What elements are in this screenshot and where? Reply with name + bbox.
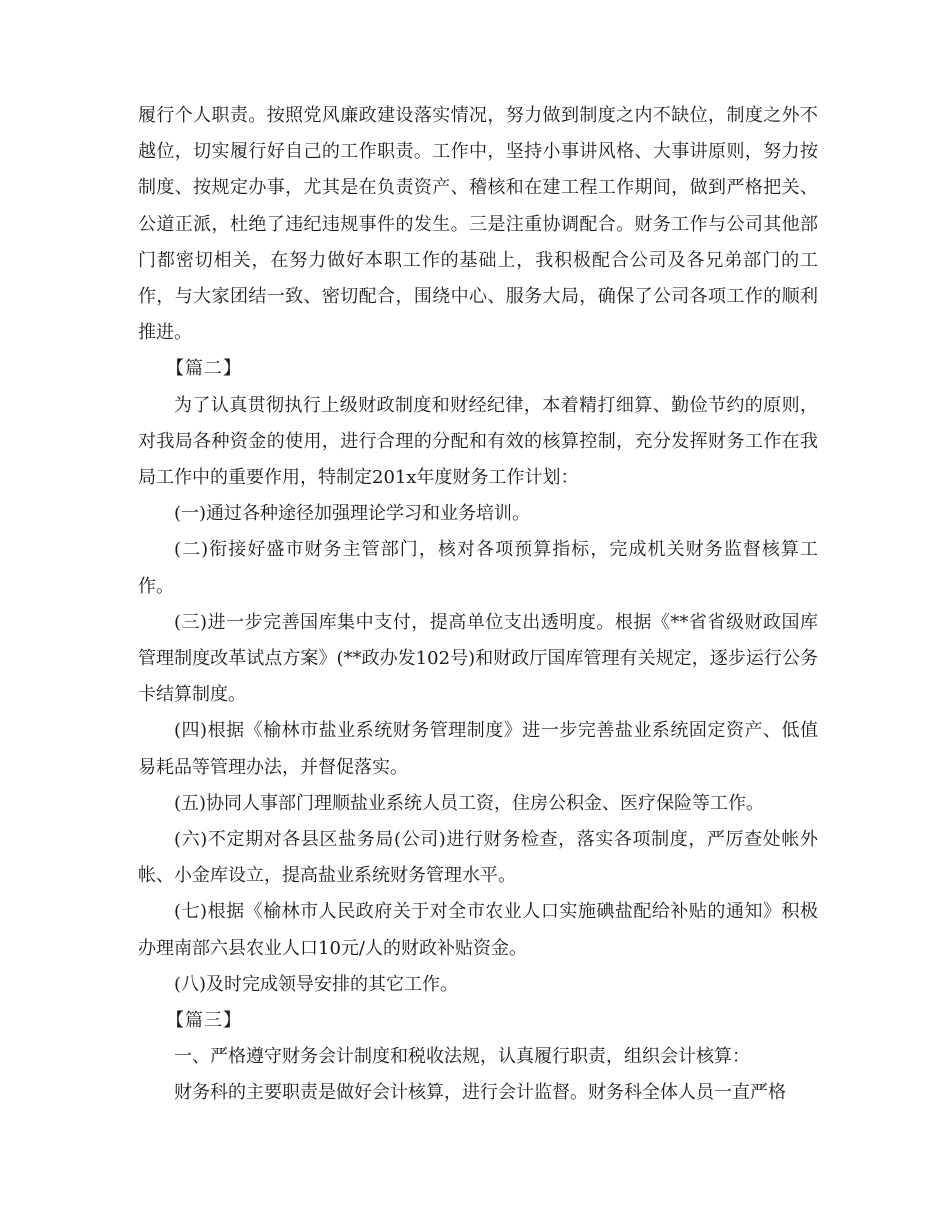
list-item-6: (六)不定期对各县区盐务局(公司)进行财务检查，落实各项制度，严厉查处帐外帐、小金库设立，提高盐业系统财务管理水平。 [138, 829, 818, 887]
list-item-2: (二)衔接好盛市财务主管部门，核对各项预算指标，完成机关财务监督核算工作。 [138, 539, 818, 597]
list-item-1: (一)通过各种途径加强理论学习和业务培训。 [174, 503, 531, 525]
document-body [138, 98, 818, 1112]
list-item-4: (四)根据《榆林市盐业系统财务管理制度》进一步完善盐业系统固定资产、低值易耗品等管理办法，并督促落实。 [138, 720, 818, 778]
paragraph-duty: 财务科的主要职责是做好会计核算，进行会计监督。财务科全体人员一直严格 [174, 1082, 786, 1104]
paragraph-rule: 一、严格遵守财务会计制度和税收法规，认真履行职责，组织会计核算： [174, 1046, 750, 1068]
list-item-3: (三)进一步完善国库集中支付，提高单位支出透明度。根据《**省省级财政国库管理制度改革试点方案》(**政办发102号)和财政厅国库管理有关规定，逐步运行公务卡结算制度。 [138, 611, 818, 706]
paragraph-continuation: 履行个人职责。按照党风廉政建设落实情况，努力做到制度之内不缺位，制度之外不越位，切实履行好自己的工作职责。工作中，坚持小事讲风格、大事讲原则，努力按制度、按规定办事，尤其是在负责资产、稽核和在建工程工作期间，做到严格把关、公道正派，杜绝了违纪违规事件的发生。三是注重协调配合。财务工作与公司其他部门都密切相关，在努力做好本职工作的基础上，我积极配合公司及各兄弟部门的工作，与大家团结一致、密切配合，围绕中心、服务大局，确保了公司各项工作的顺利推进。 [138, 105, 818, 344]
list-item-5: (五)协同人事部门理顺盐业系统人员工资，住房公积金、医疗保险等工作。 [174, 792, 765, 814]
section-heading-3: 【篇三】 [166, 1010, 242, 1032]
list-item-7: (七)根据《榆林市人民政府关于对全市农业人口实施碘盐配给补贴的通知》积极办理南部六县农业人口10元/人的财政补贴资金。 [138, 901, 818, 959]
list-item-8: (八)及时完成领导安排的其它工作。 [174, 973, 459, 995]
paragraph-intro: 为了认真贯彻执行上级财政制度和财经纪律，本着精打细算、勤俭节约的原则，对我局各种资金的使用，进行合理的分配和有效的核算控制，充分发挥财务工作在我局工作中的重要作用，特制定201x年度财务工作计划： [138, 394, 818, 489]
section-heading-2: 【篇二】 [166, 358, 242, 380]
